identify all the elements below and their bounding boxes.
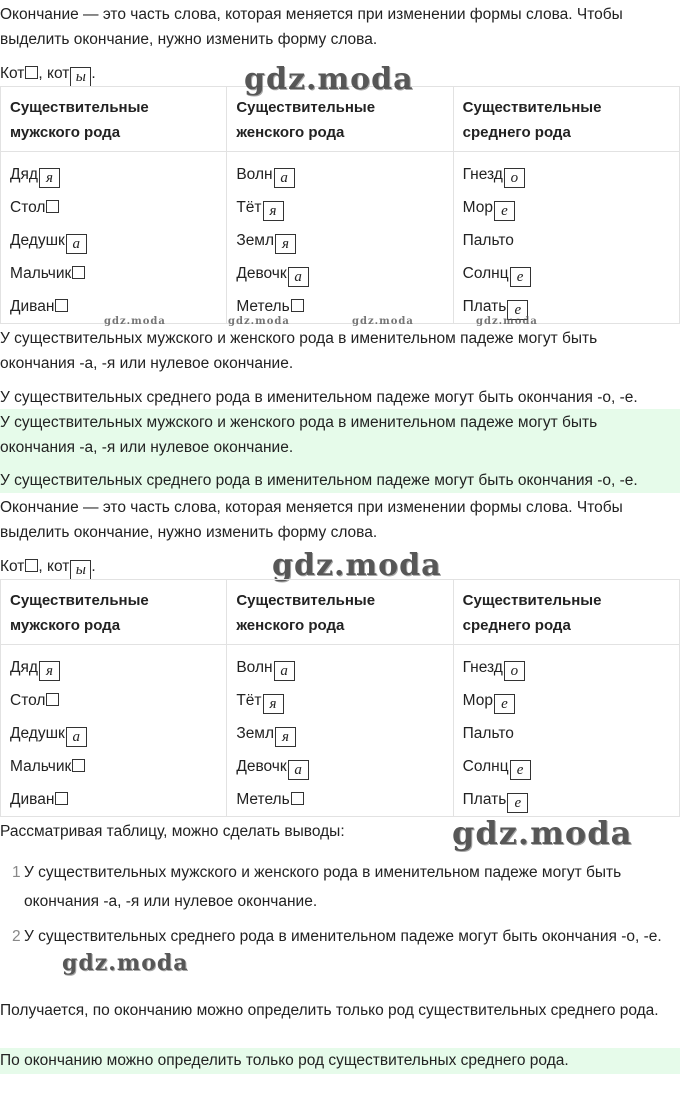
table-row [1, 645, 680, 685]
word-stem: Земл [236, 725, 275, 742]
table-row [1, 717, 680, 750]
word-stem: Пальто [462, 232, 514, 249]
table-cell [453, 152, 679, 192]
word-stem: Дедушк [10, 232, 65, 249]
table-cell [227, 224, 453, 257]
rule-text-1: У существительных мужского и женского рода в именительном падеже могут быть окончания -а, -я или нулевое окончание. [0, 330, 598, 372]
table-cell [1, 290, 227, 324]
word-stem: Метель [236, 298, 290, 315]
word-stem: Мальчик [10, 265, 72, 282]
table-cell [227, 290, 453, 324]
watermark-small: gdz.moda [104, 316, 166, 327]
list-number: 2 [12, 928, 21, 945]
table-cell [453, 645, 679, 685]
word-stem: Плать [462, 791, 507, 808]
watermark: gdz.moda [272, 548, 442, 583]
table-cell [1, 645, 227, 685]
table-cell [1, 224, 227, 257]
table-row [1, 191, 680, 224]
table-cell [453, 257, 679, 290]
word-stem: Мальчик [10, 758, 72, 775]
final-answer-highlight [0, 1048, 680, 1074]
table-row [1, 750, 680, 783]
table-row [1, 684, 680, 717]
table-cell [453, 224, 679, 257]
table-row [1, 152, 680, 192]
table-cell [1, 783, 227, 817]
table-cell [453, 684, 679, 717]
table-cell [227, 645, 453, 685]
ending-box: о [504, 661, 525, 681]
word-stem: Диван [10, 791, 55, 808]
table-cell [227, 191, 453, 224]
table-cell [453, 783, 679, 817]
word-stem: Солнц [462, 265, 509, 282]
list-item [0, 858, 676, 916]
ending-box: е [507, 793, 528, 813]
ending-box: я [275, 234, 296, 254]
table-row [1, 257, 680, 290]
ending-box: я [39, 661, 60, 681]
ending-box: е [510, 267, 531, 287]
example-sep: , кот [38, 558, 70, 575]
ending-box: а [66, 234, 87, 254]
word-stem: Солнц [462, 758, 509, 775]
ending-box: е [494, 201, 515, 221]
example-dot: . [91, 558, 96, 575]
ending-box: е [510, 760, 531, 780]
table-cell [227, 750, 453, 783]
watermark-small: gdz.moda [352, 316, 414, 327]
column-header: Существительные женского рода [227, 580, 453, 645]
answer-highlight [0, 409, 680, 493]
intro-text-2: Окончание — это часть слова, которая меняется при изменении формы слова. Чтобы выделить окончание, нужно изменить форму слова. [0, 499, 623, 541]
word-stem: Дяд [10, 166, 38, 183]
table-cell [1, 750, 227, 783]
example-dot: . [91, 65, 96, 82]
ending-box: е [507, 300, 528, 320]
table-cell [453, 290, 679, 324]
zero-ending-box [72, 266, 85, 279]
word-stem: Дедушк [10, 725, 65, 742]
word-stem: Стол [10, 199, 46, 216]
ending-box: я [275, 727, 296, 747]
rule-text-2: У существительных среднего рода в именительном падеже могут быть окончания -о, -е. [0, 389, 638, 406]
noun-endings-table-2 [0, 579, 680, 817]
conclusions-lead: Рассматривая таблицу, можно сделать выводы: [0, 823, 345, 840]
example-word: Кот [0, 558, 25, 575]
watermark: gdz.moda [452, 814, 633, 852]
list-item [0, 922, 676, 951]
example-sep: , кот [38, 65, 70, 82]
zero-ending-box [291, 792, 304, 805]
ending-box: а [66, 727, 87, 747]
word-stem: Мор [462, 692, 493, 709]
ending-box: а [288, 760, 309, 780]
word-stem: Стол [10, 692, 46, 709]
word-stem: Тёт [236, 692, 262, 709]
ending-box: я [263, 201, 284, 221]
table-cell [227, 684, 453, 717]
word-stem: Гнезд [462, 659, 503, 676]
list-number: 1 [12, 864, 21, 881]
ending-box: я [263, 694, 284, 714]
zero-ending-box [72, 759, 85, 772]
table-cell [453, 717, 679, 750]
intro-example-1 [0, 61, 676, 87]
word-stem: Девочк [236, 265, 287, 282]
ending-box: е [494, 694, 515, 714]
ending-box: ы [70, 560, 91, 580]
column-header: Существительные мужского рода [1, 87, 227, 152]
highlight-text-2: У существительных среднего рода в именительном падеже могут быть окончания -о, -е. [0, 472, 638, 489]
result-text: Получается, по окончанию можно определить только род существительных среднего рода. [0, 1002, 659, 1019]
word-stem: Волн [236, 166, 273, 183]
ending-box: а [274, 661, 295, 681]
table-cell [227, 257, 453, 290]
table-cell [453, 750, 679, 783]
word-stem: Тёт [236, 199, 262, 216]
ending-box: а [274, 168, 295, 188]
final-answer-text: По окончанию можно определить только род существительных среднего рода. [0, 1052, 569, 1069]
ending-box: ы [70, 67, 91, 87]
column-header: Существительные среднего рода [453, 580, 679, 645]
table-cell [1, 257, 227, 290]
zero-ending-box [46, 200, 59, 213]
table-row [1, 224, 680, 257]
word-stem: Волн [236, 659, 273, 676]
list-text: У существительных среднего рода в именительном падеже могут быть окончания -о, -е. [24, 928, 662, 945]
zero-ending-box [55, 299, 68, 312]
intro-text-1: Окончание — это часть слова, которая меняется при изменении формы слова. Чтобы выделить окончание, нужно изменить форму слова. [0, 6, 623, 48]
column-header: Существительные женского рода [227, 87, 453, 152]
conclusions-list [0, 858, 676, 957]
table-row [1, 290, 680, 324]
table-cell [1, 191, 227, 224]
watermark: gdz.moda [244, 62, 414, 97]
table-cell [227, 717, 453, 750]
list-text: У существительных мужского и женского рода в именительном падеже могут быть окончания -а, -я или нулевое окончание. [24, 864, 622, 910]
zero-ending-box [291, 299, 304, 312]
watermark-small: gdz.moda [476, 316, 538, 327]
table-cell [227, 783, 453, 817]
zero-ending-box [46, 693, 59, 706]
zero-ending-box [25, 66, 38, 79]
watermark: gdz.moda [62, 950, 189, 976]
intro-example-2 [0, 554, 676, 580]
example-word: Кот [0, 65, 25, 82]
word-stem: Диван [10, 298, 55, 315]
watermark-small: gdz.moda [228, 316, 290, 327]
word-stem: Мор [462, 199, 493, 216]
word-stem: Метель [236, 791, 290, 808]
column-header: Существительные мужского рода [1, 580, 227, 645]
table-row [1, 783, 680, 817]
zero-ending-box [55, 792, 68, 805]
table-cell [1, 717, 227, 750]
noun-endings-table-1 [0, 86, 680, 324]
word-stem: Земл [236, 232, 275, 249]
highlight-text-1: У существительных мужского и женского рода в именительном падеже могут быть окончания -а, -я или нулевое окончание. [0, 414, 598, 456]
column-header: Существительные среднего рода [453, 87, 679, 152]
table-cell [453, 191, 679, 224]
ending-box: я [39, 168, 60, 188]
ending-box: а [288, 267, 309, 287]
table-cell [1, 684, 227, 717]
table-cell [1, 152, 227, 192]
word-stem: Дяд [10, 659, 38, 676]
word-stem: Пальто [462, 725, 514, 742]
table-cell [227, 152, 453, 192]
word-stem: Плать [462, 298, 507, 315]
word-stem: Девочк [236, 758, 287, 775]
word-stem: Гнезд [462, 166, 503, 183]
zero-ending-box [25, 559, 38, 572]
ending-box: о [504, 168, 525, 188]
